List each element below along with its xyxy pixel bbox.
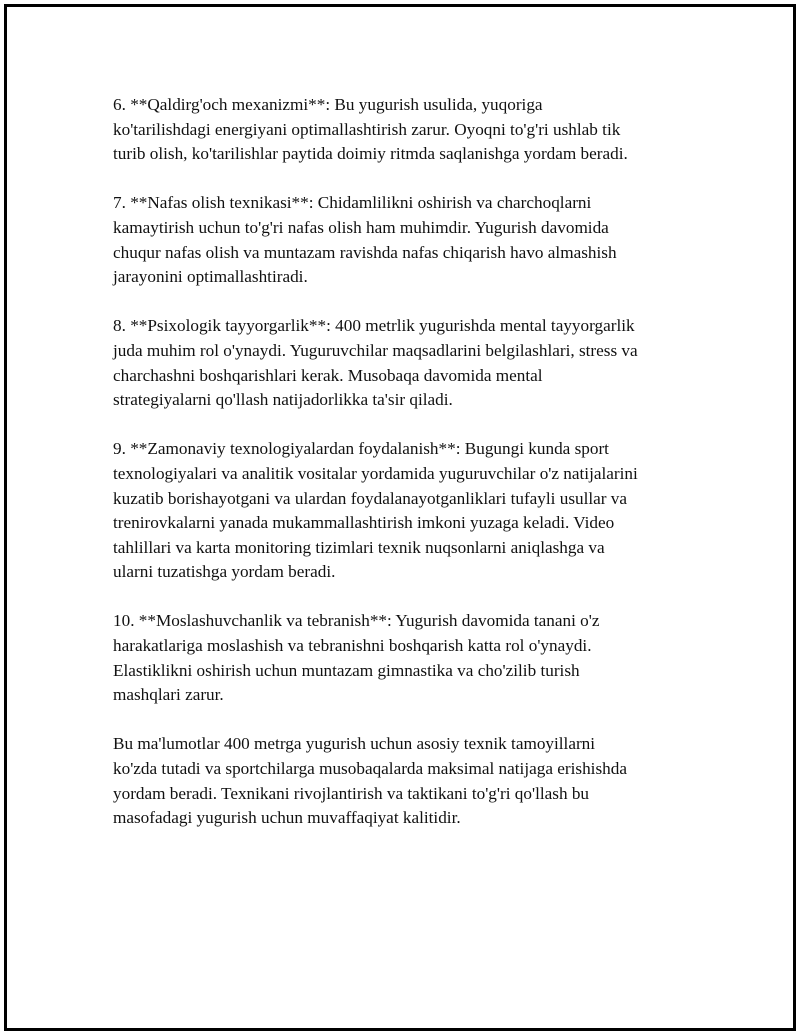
paragraph-conclusion: Bu ma'lumotlar 400 metrga yugurish uchun asosiy texnik tamoyillarni ko'zda tutadi va sportchilarga musobaqalarda maksimal natijaga erishishda yordam beradi. Texnikani rivojlantirish va taktikani to'g'ri qo'llash bu masofadagi yugurish uchun muvaffaqiyat kalitidir. (113, 734, 627, 828)
paragraph-moslashuvchanlik: 10. **Moslashuvchanlik va tebranish**: Yugurish davomida tanani o'z harakatlariga moslashish va tebranishni boshqarish katta rol o'ynaydi. Elastiklikni oshirish uchun muntazam gimnastika va cho'zilib turish mashqlari zarur. (113, 611, 600, 705)
paragraph-qaldirgoch-mexanizmi: 6. **Qaldirg'och mexanizmi**: Bu yugurish usulida, yuqoriga ko'tarilishdagi energiyani optimallashtirish zarur. Oyoqni to'g'ri ushlab tik turib olish, ko'tarilishlar paytida doimiy ritmda saqlanishga yordam beradi. (113, 95, 628, 164)
document-body (113, 93, 673, 855)
paragraph-nafas-olish-texnikasi: 7. **Nafas olish texnikasi**: Chidamlilikni oshirish va charchoqlarni kamaytirish uchun to'g'ri nafas olish ham muhimdir. Yugurish davomida chuqur nafas olish va muntazam ravishda nafas chiqarish havo almashish jarayonini optimallashtiradi. (113, 193, 617, 287)
paragraph-zamonaviy-texnologiyalar: 9. **Zamonaviy texnologiyalardan foydalanish**: Bugungi kunda sport texnologiyalari va analitik vositalar yordamida yuguruvchilar o'z natijalarini kuzatib borishayotgani va ulardan foydalanayotganliklari tufayli usullar va trenirovkalarni yanada mukammallashtirish imkoni yuzaga keladi. Video tahlillari va karta monitoring tizimlari texnik nuqsonlarni aniqlashga va ularni tuzatishga yordam beradi. (113, 439, 638, 582)
paragraph-psixologik-tayyorgarlik: 8. **Psixologik tayyorgarlik**: 400 metrlik yugurishda mental tayyorgarlik juda muhim rol o'ynaydi. Yuguruvchilar maqsadlarini belgilashlari, stress va charchashni boshqarishlari kerak. Musobaqa davomida mental strategiyalarni qo'llash natijadorlikka ta'sir qiladi. (113, 316, 638, 410)
